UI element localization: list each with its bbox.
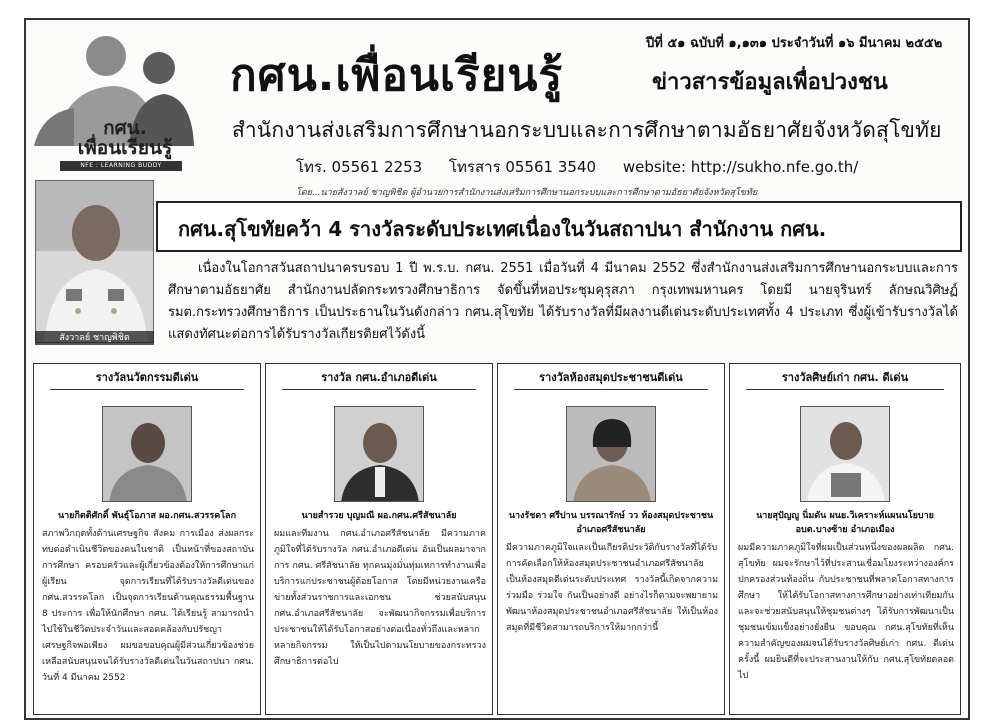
logo-text-line2: เพื่อนเรียนรู้: [77, 137, 173, 159]
award-card-title: รางวัลนวัตกรรมดีเด่น: [50, 368, 244, 390]
award-recipient-photo: [102, 406, 192, 502]
logo-text: [60, 118, 190, 158]
award-card-title: รางวัลศิษย์เก่า กศน. ดีเด่น: [746, 368, 944, 390]
logo-text-line1: กศน.: [103, 117, 147, 139]
director-photo-caption: สังวาลย์ ชาญพิชิต: [35, 331, 154, 345]
award-card-library: [497, 363, 725, 715]
award-card-district: [265, 363, 493, 715]
headline: กศน.สุโขทัยคว้า 4 รางวัลระดับประเทศเนื่องในวันสถาปนา สำนักงาน กศน.: [178, 217, 827, 241]
byline: โดย...นายสังวาลย์ ชาญพิชิต ผู้อำนวยการสำนักงานส่งเสริมการศึกษานอกระบบและการศึกษาตามอัธยาศัยจังหวัดสุโขทัย: [296, 188, 758, 198]
masthead-title: กศน.เพื่อนเรียนรู้: [230, 50, 564, 101]
director-photo: [35, 180, 154, 343]
website-link[interactable]: website: http://sukho.nfe.go.th/: [622, 158, 859, 176]
contact-line: [296, 155, 880, 179]
article-body: [168, 258, 958, 346]
issue-info: ปีที่ ๕๑ ฉบับที่ ๑,๑๓๑ ประจำวันที่ ๑๖ มีนาคม ๒๕๕๒: [646, 36, 943, 51]
award-recipient-name: นางรัชดา ศรีปาน บรรณารักษ์ วว ห้องสมุดประชาชนอำเภอศรีสัชนาลัย: [508, 511, 714, 535]
award-card-innovation: [33, 363, 261, 715]
masthead-subtitle: ข่าวสารข้อมูลเพื่อปวงชน: [652, 70, 888, 95]
award-card-text: ผมและทีมงาน กศน.อำเภอศรีสัชนาลัย มีความภาคภูมิใจที่ได้รับรางวัล กศน.อำเภอดีเด่น อันเป็นผลมาจากการ กศน. ศรีสัชนาลัย ทุกคนมุ่งมั่นทุ่มเทการทำงานเพื่อบริการแก่ประชาชนผู้ด้อยโอกาส โดยมีหน่วยงานเครือข่ายทั้งส่วนราชการและเอกชน ช่วยสนับสนุน กศน.อำเภอศรีสัชนาลัย จะพัฒนากิจกรรมเพื่อบริการประชาชนให้ได้รับโอกาสอย่างต่อเนื่องทั่วถึงและหลากหลายกิจกรรม ให้เป็นไปตามนโยบายของกระทรวงศึกษาธิการต่อไป: [274, 529, 486, 667]
award-card-alumni: [729, 363, 961, 715]
award-card-text: มีความภาคภูมิใจและเป็นเกียรติประวัติกับรางวัลที่ได้รับการคัดเลือกให้ห้องสมุดประชาชนอำเภอศรีสัชนาลัย เป็นห้องสมุดดีเด่นระดับประเทศ รางวัลนี้เกิดจากความร่วมมือ ร่วมใจ กันเป็นอย่างดี อย่างไรก็ตามจะพยายามพัฒนาห้องสมุดประชาชนอำเภอศรีสัชนาลัย ให้เป็นห้องสมุดที่มีชีวิตสามารถบริการให้มากกว่านี้: [506, 543, 718, 633]
award-card-title: รางวัลห้องสมุดประชาชนดีเด่น: [514, 368, 708, 390]
logo-subtitle: NFE : LEARNING BUDDY: [60, 161, 182, 171]
phone-number: โทร. 05561 2253: [296, 158, 423, 176]
award-card-text: สภาพวิกฤตทั้งด้านเศรษฐกิจ สังคม การเมือง ส่งผลกระทบต่อดำเนินชีวิตของคนในชาติ เป็นหน้าที่ของสถาบันการศึกษา ครอบครัวและผู้เกี่ยวข้องต้องให้การศึกษาแก่ผู้เรียน จุดการเรียนที่ได้รับรางวัลดีเด่นของ กศน.สวรรคโลก เป็นจุดการเรียนด้านคุณธรรมพื้นฐาน 8 ประการ เพื่อให้นักศึกษา กศน. ได้เรียนรู้ สามารถนำไปใช้ในชีวิตประจำวันและสอดคล้องกับปรัชญาเศรษฐกิจพอเพียง ผมขอขอบคุณผู้มีส่วนเกี่ยวข้องช่วยเหลือสนับสนุนจนได้รับรางวัลดีเด่นในวันสถาปนา กศน. วันที่ 4 มีนาคม 2552: [42, 529, 254, 683]
award-recipient-photo: [566, 406, 656, 502]
fax-number: โทรสาร 05561 3540: [448, 158, 597, 176]
award-recipient-name: นายกิตติศักดิ์ พันธุ์โอภาส ผอ.กศน.สวรรคโลก: [57, 511, 237, 521]
award-recipient-name: นายสำรวย บุญมณี ผอ.กศน.ศรีสัชนาลัย: [301, 511, 457, 521]
award-recipient-photo: [334, 406, 424, 502]
award-card-title: รางวัล กศน.อำเภอดีเด่น: [282, 368, 476, 390]
article-paragraph: เนื่องในโอกาสวันสถาปนาครบรอบ 1 ปี พ.ร.บ. กศน. 2551 เมื่อวันที่ 4 มีนาคม 2552 ซึ่งสำนักงานส่งเสริมการศึกษานอกระบบและการศึกษาตามอัธยาศัย สำนักงานปลัดกระทรวงศึกษาธิการ จัดขึ้นที่หอประชุมคุรุสภา กรุงเทพมหานคร โดยมี นายจุรินทร์ ลักษณวิศิษฏ์ รมต.กระทรวงศึกษาธิการ เป็นประธานในวันดังกล่าว กศน.สุโขทัย ได้รับรางวัลที่มีผลงานดีเด่นระดับประเทศทั้ง 4 ประเภท ซึ่งผู้เข้ารับรางวัลได้แสดงทัศนะต่อการได้รับรางวัลเกียรติยศไว้ดังนี้: [168, 261, 958, 342]
award-card-text: ผมมีความภาคภูมิใจที่ผมเป็นส่วนหนึ่งของผลผลิต กศน. สุโขทัย ผมจะรักษาไว้ที่ประสานเชื่อมโยงระหว่างองค์กรปกครองส่วนท้องถิ่น กับประชาชนที่พลาดโอกาสทางการศึกษา ให้ได้รับโอกาสทางการศึกษาอย่างเท่าเทียมกันและจะช่วยสนับสนุนให้ชุมชนต่างๆ ได้รับการพัฒนาเป็นชุมชนเข้มแข็งอย่างยั่งยืน ขอบคุณ กศน.สุโขทัยที่เห็นความสำคัญของผมจนได้รับรางวัลศิษย์เก่า กศน. ดีเด่น ครั้งนี้ ผมยินดีที่จะประสานงานให้กับ กศน.สุโขทัยตลอดไป: [738, 543, 954, 681]
award-recipient-photo: [800, 406, 890, 502]
award-recipient-name: นายสุปัญญู นิ่มดัน ผนย.วิเคราะห์แผนนโยบาย อบต.บางซ้าย อำเภอเมือง: [756, 511, 934, 535]
office-name: สำนักงานส่งเสริมการศึกษานอกระบบและการศึกษาตามอัธยาศัยจังหวัดสุโขทัย: [232, 118, 942, 142]
